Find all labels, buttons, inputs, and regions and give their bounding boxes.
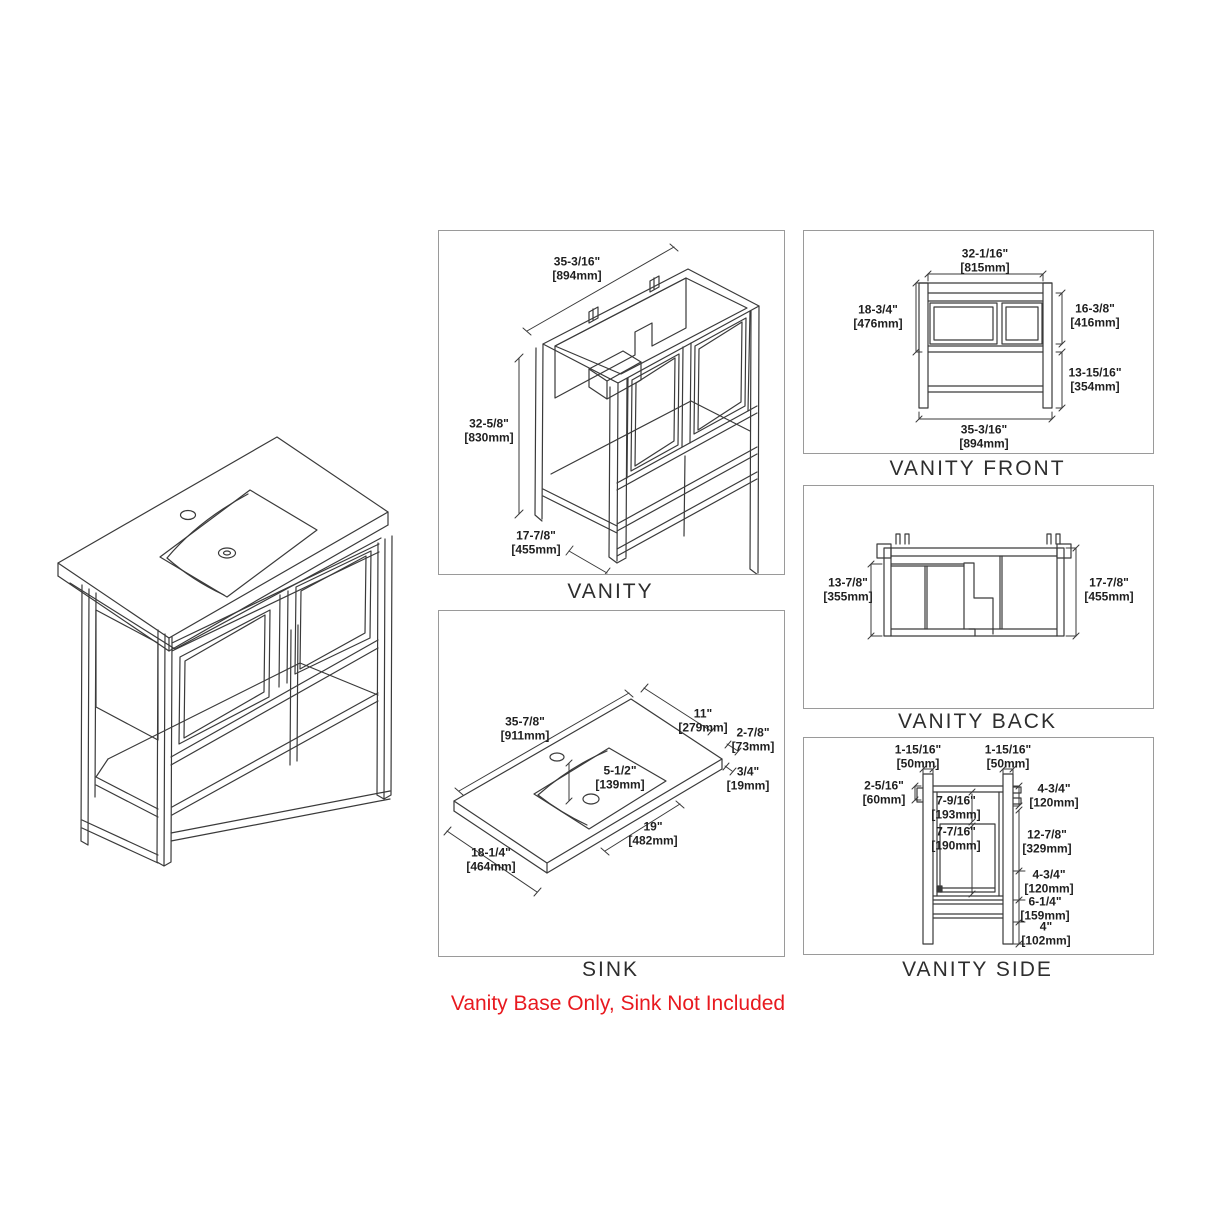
panel-sink: [438, 610, 785, 957]
dim-side-top-right: 4-3/4" [120mm]: [1029, 781, 1079, 809]
panel-label-vanity: VANITY: [567, 580, 654, 603]
dim-sink-basin-back: 11" [279mm]: [678, 706, 728, 734]
dim-vanity-width: 35-3/16" [894mm]: [552, 254, 602, 282]
dim-sink-basin-width: 19" [482mm]: [628, 819, 678, 847]
dim-sink-right-edge: 2-7/8" [73mm]: [731, 725, 775, 753]
dim-side-front-leg: 1-15/16" [50mm]: [894, 742, 942, 770]
dim-front-door-height: 16-3/8" [416mm]: [1070, 301, 1120, 329]
dim-side-floor: 4" [102mm]: [1021, 919, 1071, 947]
dim-sink-depth: 18-1/4" [464mm]: [466, 845, 516, 873]
dim-front-left-height: 18-3/4" [476mm]: [853, 302, 903, 330]
dim-vanity-height: 32-5/8" [830mm]: [464, 416, 514, 444]
dim-sink-faucet-to-drain: 5-1/2" [139mm]: [595, 763, 645, 791]
panel-label-sink: SINK: [581, 958, 639, 981]
dim-front-lower-height: 13-15/16" [354mm]: [1068, 365, 1122, 393]
dim-back-panel-height: 13-7/8" [355mm]: [823, 575, 873, 603]
panel-vanity-side: [803, 737, 1154, 955]
panel-label-vanity-back: VANITY BACK: [898, 710, 1057, 733]
panel-label-vanity-front: VANITY FRONT: [889, 457, 1066, 480]
disclaimer-note: Vanity Base Only, Sink Not Included: [450, 992, 786, 1015]
dim-back-overall-height: 17-7/8" [455mm]: [1084, 575, 1134, 603]
dim-side-inner-top: 7-9/16" [193mm]: [931, 793, 981, 821]
vanity-isometric-drawing: [40, 425, 420, 880]
panel-vanity-front: [803, 230, 1154, 454]
dim-side-back-leg: 1-15/16" [50mm]: [984, 742, 1032, 770]
dim-front-top-width: 32-1/16" [815mm]: [960, 246, 1010, 274]
vanity-drawing: [439, 231, 784, 574]
dim-side-inner-bottom: 7-7/16" [190mm]: [931, 824, 981, 852]
dim-side-mid-right: 4-3/4" [120mm]: [1024, 867, 1074, 895]
dim-side-top-depth: 2-5/16" [60mm]: [862, 778, 906, 806]
dim-side-shelf: 6-1/4" [159mm]: [1020, 894, 1070, 922]
dim-front-bottom-width: 35-3/16" [894mm]: [959, 422, 1009, 450]
dim-sink-thickness: 3/4" [19mm]: [726, 764, 770, 792]
panel-vanity-back: [803, 485, 1154, 709]
dim-vanity-depth: 17-7/8" [455mm]: [511, 528, 561, 556]
panel-label-vanity-side: VANITY SIDE: [902, 958, 1053, 981]
panel-vanity: [438, 230, 785, 575]
dim-sink-width: 35-7/8" [911mm]: [500, 714, 550, 742]
dim-side-cavity: 12-7/8" [329mm]: [1022, 827, 1072, 855]
